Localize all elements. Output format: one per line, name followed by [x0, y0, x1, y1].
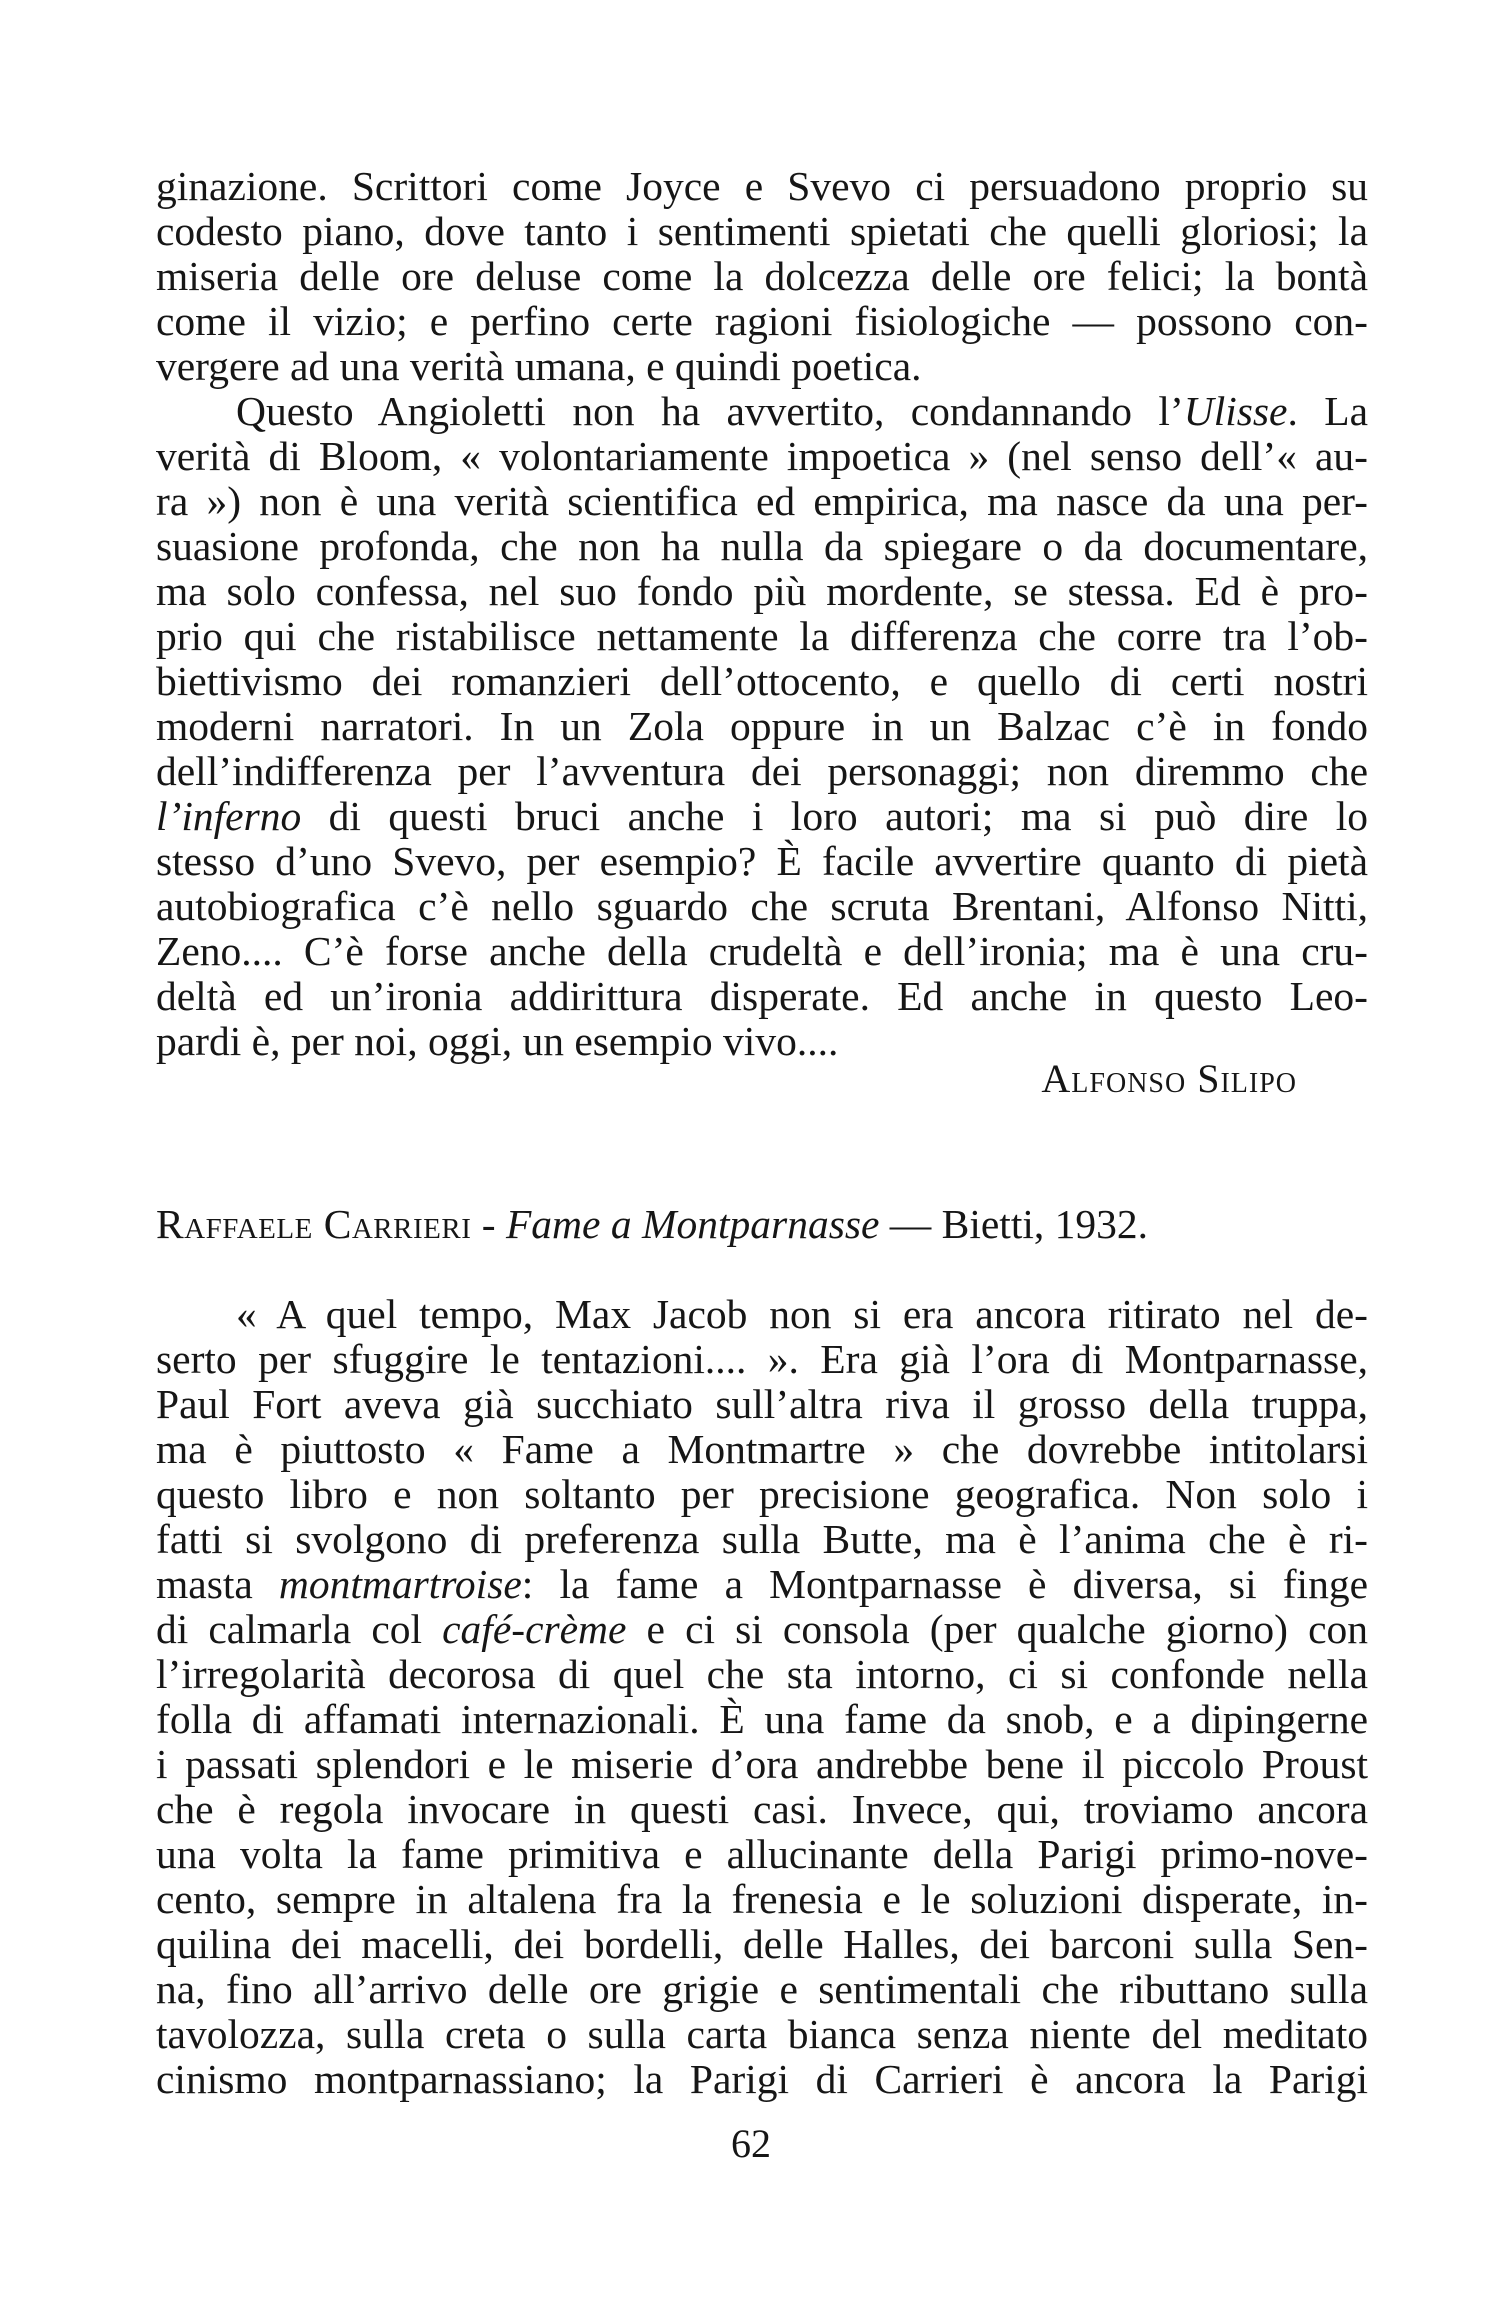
text-line: codesto piano, dove tanto i sentimenti spietati che quelli gloriosi; la	[156, 208, 1368, 254]
text-line: deltà ed un’ironia addirittura disperate. Ed anche in questo Leo-	[156, 973, 1368, 1019]
text-line: questo libro e non soltanto per precisione geografica. Non solo i	[156, 1471, 1368, 1517]
text-line: cinismo montparnassiano; la Parigi di Carrieri è ancora la Parigi	[156, 2056, 1368, 2102]
author-signature: Alfonso Silipo	[1041, 1056, 1297, 1101]
review-heading	[156, 1200, 1368, 1248]
text-line: vergere ad una verità umana, e quindi poetica.	[156, 343, 922, 389]
text-line: pardi è, per noi, oggi, un esempio vivo....	[156, 1018, 839, 1064]
text-run: di calmarla col	[156, 1606, 443, 1652]
text-line: Zeno.... C’è forse anche della crudeltà e dell’ironia; ma è una cru-	[156, 928, 1368, 974]
text-run: . La	[1287, 388, 1368, 434]
review-text-second	[156, 1292, 1368, 2102]
publisher-info: — Bietti, 1932.	[879, 1201, 1149, 1247]
text-line: ra ») non è una verità scientifica ed empirica, ma nasce da una per-	[156, 478, 1368, 524]
text-line	[156, 389, 1368, 434]
text-line: suasione profonda, che non ha nulla da spiegare o da documentare,	[156, 523, 1368, 569]
text-line: che è regola invocare in questi casi. Invece, qui, troviamo ancora	[156, 1786, 1368, 1832]
text-line: l’irregolarità decorosa di quel che sta intorno, ci si confonde nella	[156, 1651, 1368, 1697]
reviewed-book-title: Fame a Montparnasse	[505, 1201, 880, 1247]
text-line: quilina dei macelli, dei bordelli, delle Halles, dei barconi sulla Sen-	[156, 1921, 1368, 1967]
text-line	[156, 1562, 1368, 1607]
text-line: prio qui che ristabilisce nettamente la differenza che corre tra l’ob-	[156, 613, 1368, 659]
text-line: autobiografica c’è nello sguardo che scruta Brentani, Alfonso Nitti,	[156, 883, 1368, 929]
text-line: serto per sfuggire le tentazioni.... ». Era già l’ora di Montparnasse,	[156, 1336, 1368, 1382]
text-line: tavolozza, sulla creta o sulla carta bianca senza niente del meditato	[156, 2011, 1368, 2057]
text-line: na, fino all’arrivo delle ore grigie e sentimentali che ributtano sulla	[156, 1966, 1368, 2012]
text-line: miseria delle ore deluse come la dolcezza delle ore felici; la bontà	[156, 253, 1368, 299]
text-run: masta	[156, 1561, 279, 1607]
text-run: Questo Angioletti non ha avvertito, condannando l’	[236, 388, 1184, 434]
text-line: ginazione. Scrittori come Joyce e Svevo ci persuadono proprio su	[156, 163, 1368, 209]
text-run: e ci si consola (per qualche giorno) con	[626, 1606, 1368, 1652]
text-line: come il vizio; e perfino certe ragioni fisiologiche — possono con-	[156, 298, 1368, 344]
text-run: di questi bruci anche i loro autori; ma si può dire lo	[301, 793, 1368, 839]
text-line: folla di affamati internazionali. È una fame da snob, e a dipingerne	[156, 1696, 1368, 1742]
text-line: ma è piuttosto « Fame a Montmartre » che dovrebbe intitolarsi	[156, 1426, 1368, 1472]
text-line: cento, sempre in altalena fra la frenesia e le soluzioni disperate, in-	[156, 1876, 1368, 1922]
text-line: dell’indifferenza per l’avventura dei personaggi; non diremmo che	[156, 748, 1368, 794]
text-line: fatti si svolgono di preferenza sulla Butte, ma è l’anima che è ri-	[156, 1516, 1368, 1562]
review-text-first	[156, 164, 1368, 1064]
italic-term: l’inferno	[156, 793, 302, 839]
italic-term: café-crème	[442, 1606, 627, 1652]
text-line: biettivismo dei romanzieri dell’ottocento, e quello di certi nostri	[156, 658, 1368, 704]
italic-term: montmartroise	[278, 1561, 522, 1607]
text-line: verità di Bloom, « volontariamente impoetica » (nel senso dell’« au-	[156, 433, 1368, 479]
text-line: Paul Fort aveva già succhiato sull’altra riva il grosso della truppa,	[156, 1381, 1368, 1427]
text-line	[156, 1607, 1368, 1652]
heading-separator: -	[471, 1201, 506, 1247]
text-line: stesso d’uno Svevo, per esempio? È facile avvertire quanto di pietà	[156, 838, 1368, 884]
text-line: ma solo confessa, nel suo fondo più mordente, se stessa. Ed è pro-	[156, 568, 1368, 614]
text-line: una volta la fame primitiva e allucinante della Parigi primo-nove-	[156, 1831, 1368, 1877]
text-line: « A quel tempo, Max Jacob non si era ancora ritirato nel de-	[236, 1291, 1368, 1337]
text-line: i passati splendori e le miserie d’ora andrebbe bene il piccolo Proust	[156, 1741, 1368, 1787]
text-run: : la fame a Montparnasse è diversa, si finge	[521, 1561, 1368, 1607]
text-line	[156, 794, 1368, 839]
book-title-italic: Ulisse	[1183, 388, 1288, 434]
text-line: moderni narratori. In un Zola oppure in un Balzac c’è in fondo	[156, 703, 1368, 749]
reviewed-author: Raffaele Carrieri	[156, 1201, 472, 1247]
page-number: 62	[731, 2121, 771, 2166]
